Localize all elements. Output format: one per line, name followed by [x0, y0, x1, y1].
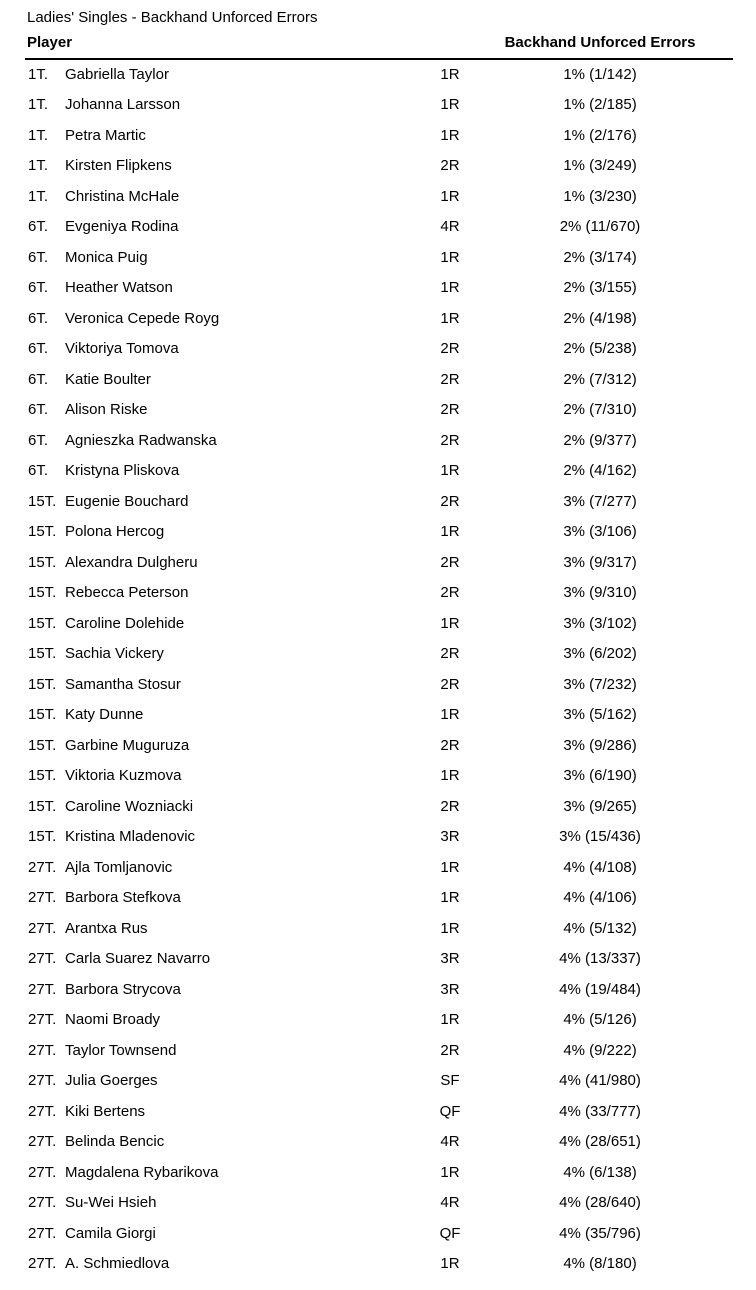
table-row: [25, 303, 733, 334]
stat-value-cell: 3% (15/436): [559, 828, 641, 846]
column-header-player: Player: [25, 26, 400, 59]
spacer-cell: [700, 1188, 733, 1219]
table-row: [25, 364, 733, 395]
table-row: [25, 1249, 733, 1280]
stat-value-cell: 4% (33/777): [559, 1102, 641, 1120]
table-row: [25, 456, 733, 487]
spacer-cell: [700, 730, 733, 761]
round-cell: 1R: [440, 523, 460, 541]
table-row: [25, 59, 733, 90]
stat-value-cell: 4% (28/640): [559, 1194, 641, 1212]
player-name-cell: Alison Riske: [65, 401, 148, 419]
spacer-cell: [700, 1157, 733, 1188]
spacer-cell: [700, 151, 733, 182]
spacer-cell: [700, 273, 733, 304]
table-row: [25, 974, 733, 1005]
rank-cell: 15T.: [28, 523, 57, 541]
table-row: [25, 639, 733, 670]
player-name-cell: Arantxa Rus: [65, 919, 148, 937]
player-name-cell: Su-Wei Hsieh: [65, 1194, 157, 1212]
rank-cell: 15T.: [28, 767, 57, 785]
stat-value-cell: 2% (11/670): [559, 218, 641, 236]
stat-value-cell: 2% (7/310): [563, 401, 637, 419]
player-name-cell: Gabriella Taylor: [65, 66, 169, 84]
player-name-cell: Belinda Bencic: [65, 1133, 165, 1151]
stat-value-cell: 4% (13/337): [559, 950, 641, 968]
rank-cell: 1T.: [28, 96, 49, 114]
player-name-cell: Barbora Stefkova: [65, 889, 181, 907]
round-cell: 3R: [440, 980, 460, 998]
rank-cell: 15T.: [28, 553, 57, 571]
rank-cell: 27T.: [28, 919, 57, 937]
stat-value-cell: 3% (5/162): [563, 706, 637, 724]
column-header-round: [400, 26, 500, 59]
rank-cell: 1T.: [28, 126, 49, 144]
spacer-cell: [700, 59, 733, 90]
player-name-cell: Carla Suarez Navarro: [65, 950, 211, 968]
rank-cell: 6T.: [28, 370, 49, 388]
rank-cell: 27T.: [28, 1133, 57, 1151]
rank-cell: 15T.: [28, 797, 57, 815]
round-cell: 1R: [440, 1011, 460, 1029]
table-row: [25, 1157, 733, 1188]
table-row: [25, 700, 733, 731]
rank-cell: 27T.: [28, 1072, 57, 1090]
player-name-cell: Camila Giorgi: [65, 1224, 156, 1242]
stat-value-cell: 2% (4/198): [563, 309, 637, 327]
stat-value-cell: 4% (5/126): [563, 1011, 637, 1029]
player-name-cell: A. Schmiedlova: [65, 1255, 170, 1273]
rank-cell: 6T.: [28, 401, 49, 419]
round-cell: 1R: [440, 919, 460, 937]
round-cell: 2R: [440, 675, 460, 693]
spacer-cell: [700, 944, 733, 975]
spacer-cell: [700, 852, 733, 883]
rank-cell: 27T.: [28, 1194, 57, 1212]
round-cell: 2R: [440, 736, 460, 754]
table-row: [25, 669, 733, 700]
rank-cell: 1T.: [28, 157, 49, 175]
rank-cell: 15T.: [28, 645, 57, 663]
stats-table: [25, 26, 733, 1279]
round-cell: 1R: [440, 126, 460, 144]
player-name-cell: Ajla Tomljanovic: [65, 858, 173, 876]
table-row: [25, 913, 733, 944]
stat-value-cell: 1% (3/249): [563, 157, 637, 175]
rank-cell: 27T.: [28, 889, 57, 907]
spacer-cell: [700, 1127, 733, 1158]
spacer-cell: [700, 913, 733, 944]
player-name-cell: Veronica Cepede Royg: [65, 309, 220, 327]
player-name-cell: Agnieszka Radwanska: [65, 431, 217, 449]
page-title: Ladies' Singles - Backhand Unforced Errors: [27, 9, 318, 26]
round-cell: 2R: [440, 431, 460, 449]
spacer-cell: [700, 547, 733, 578]
table-row: [25, 547, 733, 578]
player-name-cell: Viktoriya Tomova: [65, 340, 179, 358]
rank-cell: 15T.: [28, 675, 57, 693]
round-cell: 3R: [440, 828, 460, 846]
table-row: [25, 608, 733, 639]
round-cell: 1R: [440, 187, 460, 205]
player-name-cell: Eugenie Bouchard: [65, 492, 189, 510]
stat-value-cell: 4% (4/106): [563, 889, 637, 907]
rank-cell: 6T.: [28, 218, 49, 236]
round-cell: 4R: [440, 1133, 460, 1151]
stat-value-cell: 3% (6/190): [563, 767, 637, 785]
player-name-cell: Sachia Vickery: [65, 645, 164, 663]
stat-value-cell: 4% (9/222): [563, 1041, 637, 1059]
spacer-cell: [700, 334, 733, 365]
player-name-cell: Garbine Muguruza: [65, 736, 190, 754]
stat-value-cell: 3% (3/102): [563, 614, 637, 632]
round-cell: 2R: [440, 797, 460, 815]
spacer-cell: [700, 395, 733, 426]
table-row: [25, 822, 733, 853]
player-name-cell: Rebecca Peterson: [65, 584, 189, 602]
round-cell: QF: [439, 1102, 461, 1120]
round-cell: 2R: [440, 401, 460, 419]
stat-value-cell: 2% (3/155): [563, 279, 637, 297]
player-name-cell: Viktoria Kuzmova: [65, 767, 182, 785]
spacer-cell: [700, 486, 733, 517]
rank-cell: 27T.: [28, 1163, 57, 1181]
stat-value-cell: 3% (9/286): [563, 736, 637, 754]
rank-cell: 15T.: [28, 828, 57, 846]
stat-value-cell: 3% (6/202): [563, 645, 637, 663]
player-name-cell: Julia Goerges: [65, 1072, 158, 1090]
player-name-cell: Katy Dunne: [65, 706, 144, 724]
rank-cell: 1T.: [28, 66, 49, 84]
round-cell: 1R: [440, 767, 460, 785]
rank-cell: 15T.: [28, 614, 57, 632]
stat-value-cell: 4% (35/796): [559, 1224, 641, 1242]
round-cell: 1R: [440, 1163, 460, 1181]
rank-cell: 27T.: [28, 1041, 57, 1059]
round-cell: 1R: [440, 309, 460, 327]
round-cell: 2R: [440, 370, 460, 388]
table-row: [25, 1035, 733, 1066]
player-name-cell: Samantha Stosur: [65, 675, 181, 693]
table-row: [25, 334, 733, 365]
spacer-cell: [700, 303, 733, 334]
stat-value-cell: 4% (6/138): [563, 1163, 637, 1181]
stat-value-cell: 4% (8/180): [563, 1255, 637, 1273]
rank-cell: 27T.: [28, 1224, 57, 1242]
table-row: [25, 578, 733, 609]
round-cell: 1R: [440, 279, 460, 297]
spacer-cell: [700, 517, 733, 548]
spacer-cell: [700, 425, 733, 456]
round-cell: 3R: [440, 950, 460, 968]
round-cell: 1R: [440, 706, 460, 724]
spacer-cell: [700, 364, 733, 395]
header-row: [25, 26, 733, 59]
table-row: [25, 791, 733, 822]
round-cell: 4R: [440, 218, 460, 236]
round-cell: 1R: [440, 248, 460, 266]
rank-cell: 15T.: [28, 736, 57, 754]
player-name-cell: Alexandra Dulgheru: [65, 553, 198, 571]
table-row: [25, 1127, 733, 1158]
table-body: [25, 59, 733, 1279]
stat-value-cell: 4% (4/108): [563, 858, 637, 876]
player-name-cell: Christina McHale: [65, 187, 180, 205]
player-name-cell: Johanna Larsson: [65, 96, 181, 114]
round-cell: 2R: [440, 645, 460, 663]
stat-value-cell: 4% (19/484): [559, 980, 641, 998]
round-cell: 2R: [440, 1041, 460, 1059]
round-cell: 1R: [440, 462, 460, 480]
spacer-cell: [700, 181, 733, 212]
table-row: [25, 1096, 733, 1127]
rank-cell: 6T.: [28, 248, 49, 266]
table-row: [25, 883, 733, 914]
table-row: [25, 517, 733, 548]
rank-cell: 15T.: [28, 584, 57, 602]
round-cell: 2R: [440, 584, 460, 602]
player-name-cell: Heather Watson: [65, 279, 173, 297]
table-row: [25, 944, 733, 975]
spacer-cell: [700, 791, 733, 822]
round-cell: 2R: [440, 157, 460, 175]
round-cell: 1R: [440, 96, 460, 114]
spacer-cell: [700, 1005, 733, 1036]
spacer-cell: [700, 883, 733, 914]
player-name-cell: Kiki Bertens: [65, 1102, 146, 1120]
round-cell: 1R: [440, 1255, 460, 1273]
spacer-cell: [700, 242, 733, 273]
round-cell: QF: [439, 1224, 461, 1242]
stat-value-cell: 3% (9/310): [563, 584, 637, 602]
table-row: [25, 212, 733, 243]
rank-cell: 27T.: [28, 1255, 57, 1273]
stat-value-cell: 3% (9/317): [563, 553, 637, 571]
player-name-cell: Polona Hercog: [65, 523, 165, 541]
stat-value-cell: 4% (28/651): [559, 1133, 641, 1151]
spacer-cell: [700, 1096, 733, 1127]
rank-cell: 27T.: [28, 980, 57, 998]
stat-value-cell: 4% (5/132): [563, 919, 637, 937]
stat-value-cell: 3% (7/232): [563, 675, 637, 693]
stat-value-cell: 2% (4/162): [563, 462, 637, 480]
stat-value-cell: 2% (7/312): [563, 370, 637, 388]
spacer-cell: [700, 90, 733, 121]
player-name-cell: Caroline Wozniacki: [65, 797, 194, 815]
table-row: [25, 761, 733, 792]
stat-value-cell: 1% (3/230): [563, 187, 637, 205]
stat-value-cell: 1% (2/185): [563, 96, 637, 114]
rank-cell: 1T.: [28, 187, 49, 205]
round-cell: SF: [440, 1072, 460, 1090]
spacer-cell: [700, 1035, 733, 1066]
round-cell: 1R: [440, 66, 460, 84]
rank-cell: 6T.: [28, 431, 49, 449]
table-row: [25, 395, 733, 426]
rank-cell: 6T.: [28, 462, 49, 480]
table-row: [25, 90, 733, 121]
spacer-cell: [700, 1218, 733, 1249]
stat-value-cell: 3% (7/277): [563, 492, 637, 510]
player-name-cell: Caroline Dolehide: [65, 614, 185, 632]
table-header: [25, 26, 733, 59]
rank-cell: 27T.: [28, 1011, 57, 1029]
rank-cell: 27T.: [28, 858, 57, 876]
rank-cell: 15T.: [28, 492, 57, 510]
table-row: [25, 273, 733, 304]
table-row: [25, 852, 733, 883]
rank-cell: 15T.: [28, 706, 57, 724]
table-row: [25, 242, 733, 273]
stat-value-cell: 1% (1/142): [563, 66, 637, 84]
player-name-cell: Kristina Mladenovic: [65, 828, 196, 846]
stat-value-cell: 2% (9/377): [563, 431, 637, 449]
table-row: [25, 1005, 733, 1036]
rank-cell: 27T.: [28, 1102, 57, 1120]
table-row: [25, 730, 733, 761]
spacer-cell: [700, 639, 733, 670]
column-header-backhand-unforced-errors: Backhand Unforced Errors: [500, 26, 700, 59]
player-name-cell: Monica Puig: [65, 248, 148, 266]
stat-value-cell: 2% (3/174): [563, 248, 637, 266]
round-cell: 2R: [440, 340, 460, 358]
rank-cell: 27T.: [28, 950, 57, 968]
player-name-cell: Kirsten Flipkens: [65, 157, 172, 175]
stat-value-cell: 1% (2/176): [563, 126, 637, 144]
spacer-cell: [700, 578, 733, 609]
spacer-cell: [700, 761, 733, 792]
spacer-cell: [700, 120, 733, 151]
player-name-cell: Taylor Townsend: [65, 1041, 177, 1059]
spacer-cell: [700, 608, 733, 639]
table-row: [25, 151, 733, 182]
player-name-cell: Naomi Broady: [65, 1011, 161, 1029]
table-row: [25, 120, 733, 151]
round-cell: 1R: [440, 614, 460, 632]
table-row: [25, 181, 733, 212]
table-row: [25, 1218, 733, 1249]
round-cell: 4R: [440, 1194, 460, 1212]
spacer-cell: [700, 1249, 733, 1280]
table-row: [25, 425, 733, 456]
spacer-cell: [700, 212, 733, 243]
table-row: [25, 1188, 733, 1219]
column-header-spacer: [700, 26, 733, 59]
spacer-cell: [700, 822, 733, 853]
player-name-cell: Petra Martic: [65, 126, 146, 144]
round-cell: 1R: [440, 858, 460, 876]
spacer-cell: [700, 669, 733, 700]
player-name-cell: Magdalena Rybarikova: [65, 1163, 219, 1181]
stat-value-cell: 4% (41/980): [559, 1072, 641, 1090]
round-cell: 2R: [440, 492, 460, 510]
table-row: [25, 1066, 733, 1097]
spacer-cell: [700, 700, 733, 731]
player-name-cell: Evgeniya Rodina: [65, 218, 179, 236]
stat-value-cell: 3% (9/265): [563, 797, 637, 815]
rank-cell: 6T.: [28, 279, 49, 297]
rank-cell: 6T.: [28, 309, 49, 327]
player-name-cell: Kristyna Pliskova: [65, 462, 180, 480]
table-row: [25, 486, 733, 517]
spacer-cell: [700, 974, 733, 1005]
spacer-cell: [700, 456, 733, 487]
round-cell: 1R: [440, 889, 460, 907]
player-name-cell: Katie Boulter: [65, 370, 151, 388]
stat-value-cell: 3% (3/106): [563, 523, 637, 541]
spacer-cell: [700, 1066, 733, 1097]
rank-cell: 6T.: [28, 340, 49, 358]
stat-value-cell: 2% (5/238): [563, 340, 637, 358]
player-name-cell: Barbora Strycova: [65, 980, 181, 998]
round-cell: 2R: [440, 553, 460, 571]
